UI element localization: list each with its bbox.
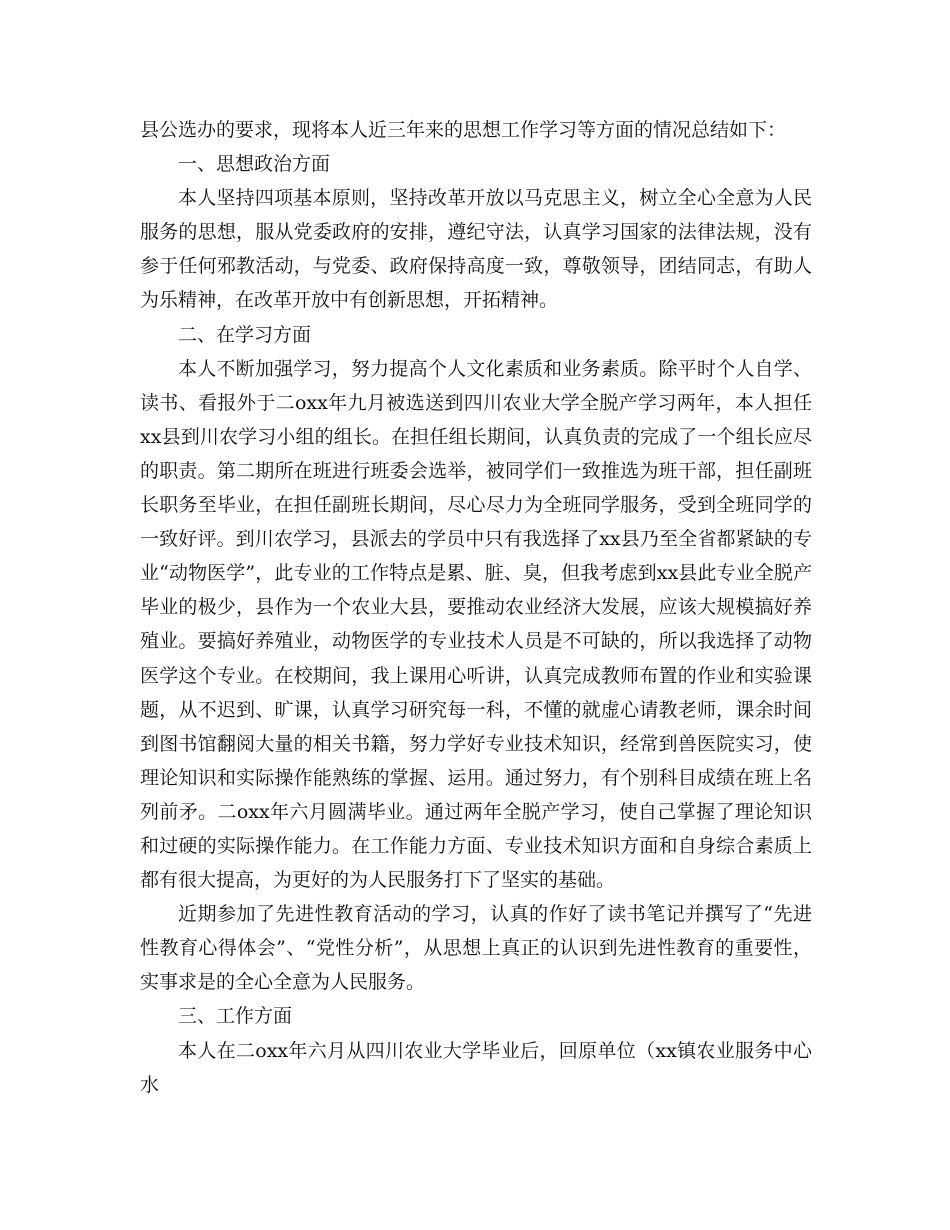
paragraph-education: 近期参加了先进性教育活动的学习，认真的作好了读书笔记并撰写了“先进性教育心得体会”、“党性分析”，从思想上真正的认识到先进性教育的重要性，实事求是的全心全意为人民服务。 <box>140 903 812 994</box>
section-heading-political: 一、思想政治方面 <box>178 153 331 176</box>
paragraph-work: 本人在二oxx年六月从四川农业大学毕业后，回原单位（xx镇农业服务中心水 <box>140 1039 812 1096</box>
paragraph-political: 本人坚持四项基本原则，坚持改革开放以马克思主义，树立全心全意为人民服务的思想，服从党委政府的安排，遵纪守法，认真学习国家的法律法规，没有参于任何邪教活动，与党委、政府保持高度一致，尊敬领导，团结同志，有助人为乐精神，在改革开放中有创新思想，开拓精神。 <box>140 187 812 312</box>
document-body <box>140 113 812 1102</box>
intro-paragraph: 县公选办的要求，现将本人近三年来的思想工作学习等方面的情况总结如下： <box>140 119 787 141</box>
section-heading-study: 二、在学习方面 <box>178 323 312 346</box>
paragraph-study: 本人不断加强学习，努力提高个人文化素质和业务素质。除平时个人自学、读书、看报外于二oxx年九月被选送到四川农业大学全脱产学习两年，本人担任xx县到川农学习小组的组长。在担任组长期间，认真负责的完成了一个组长应尽的职责。第二期所在班进行班委会选举，被同学们一致推选为班干部，担任副班长职务至毕业，在担任副班长期间，尽心尽力为全班同学服务，受到全班同学的一致好评。到川农学习，县派去的学员中只有我选择了xx县乃至全省都紧缺的专业“动物医学”，此专业的工作特点是累、脏、臭，但我考虑到xx县此专业全脱产毕业的极少，县作为一个农业大县，要推动农业经济大发展，应该大规模搞好养殖业。要搞好养殖业，动物医学的专业技术人员是不可缺的，所以我选择了动物医学这个专业。在校期间，我上课用心听讲，认真完成教师布置的作业和实验课题，从不迟到、旷课，认真学习研究每一科，不懂的就虚心请教老师，课余时间到图书馆翻阅大量的相关书籍，努力学好专业技术知识，经常到兽医院实习，使理论知识和实际操作能熟练的掌握、运用。通过努力，有个别科目成绩在班上名列前矛。二oxx年六月圆满毕业。通过两年全脱产学习，使自己掌握了理论知识和过硬的实际操作能力。在工作能力方面、专业技术知识方面和自身综合素质上都有很大提高，为更好的为人民服务打下了坚实的基础。 <box>140 357 812 892</box>
section-heading-work: 三、工作方面 <box>178 1005 293 1028</box>
